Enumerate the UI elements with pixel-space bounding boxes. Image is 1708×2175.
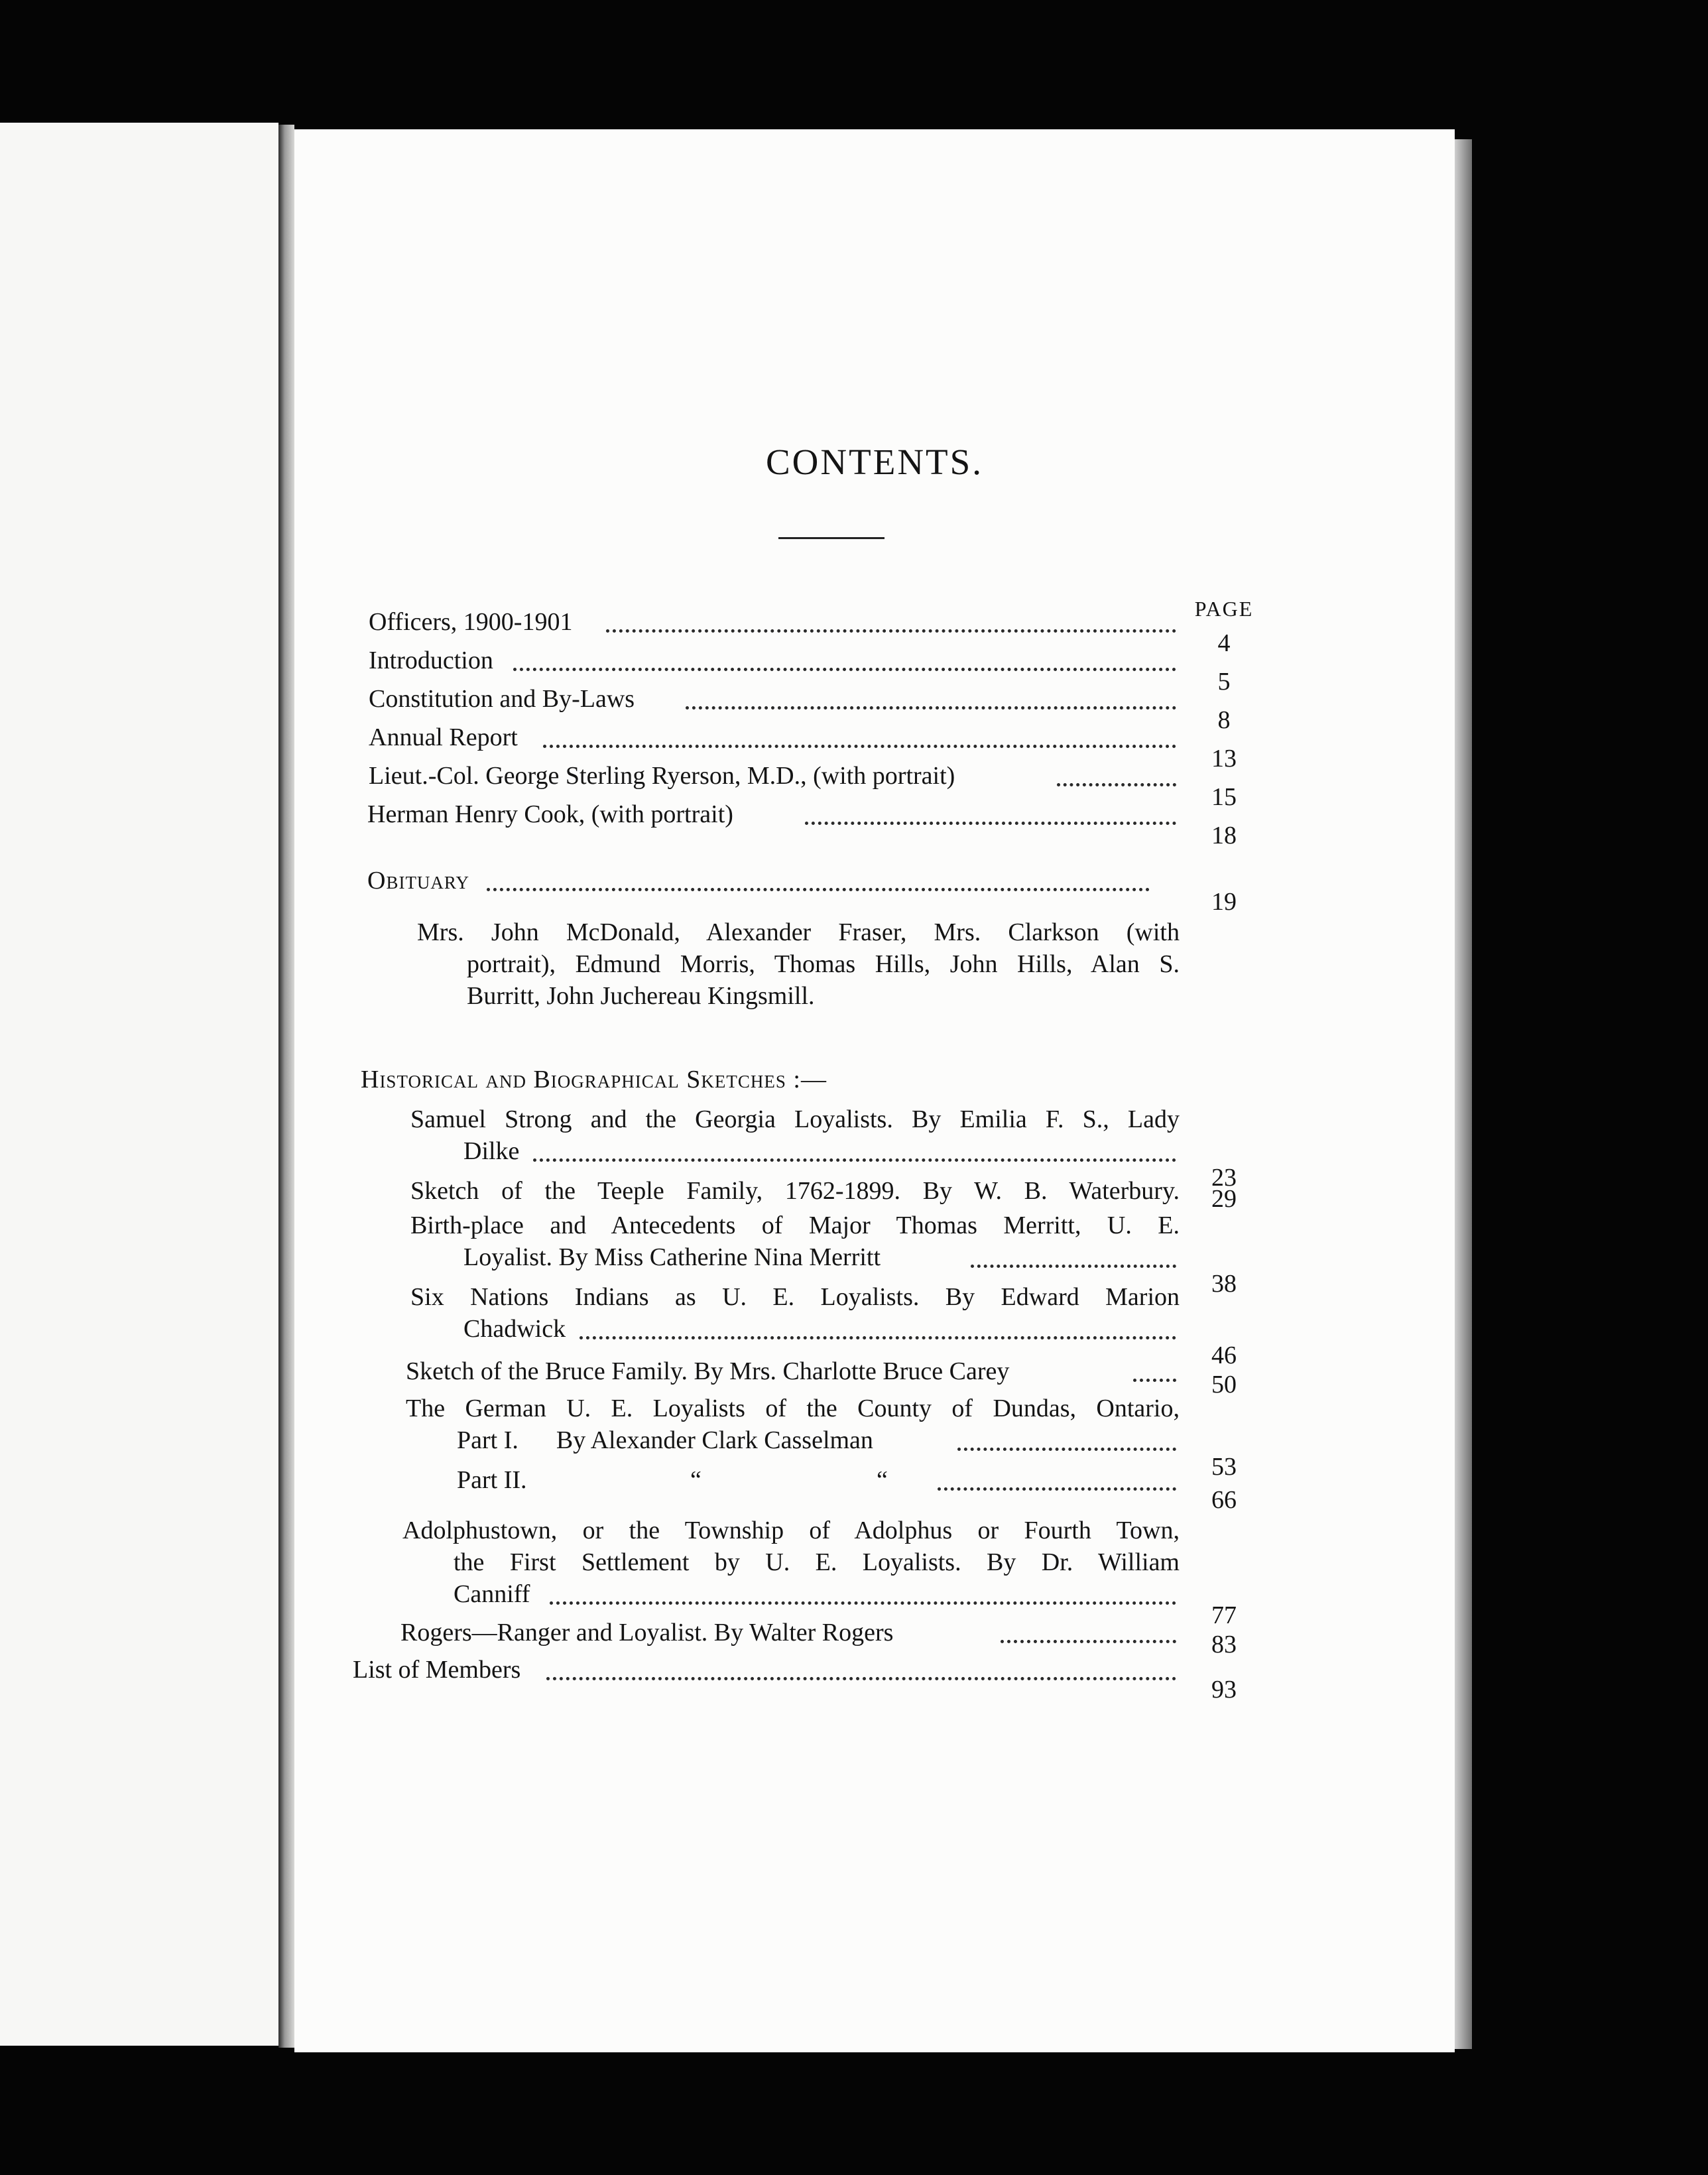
entry-title-continued: Loyalist. By Miss Catherine Nina Merritt: [463, 1243, 881, 1271]
entry-title: Adolphustown, or the Township of Adolphus or Fourth Town,: [402, 1517, 1180, 1544]
entry-page-number: 53: [1211, 1453, 1237, 1481]
entry-title-continued: Part I. By Alexander Clark Casselman: [457, 1426, 873, 1454]
entry-page-number: 19: [1211, 888, 1237, 916]
entry-page-number: 93: [1211, 1676, 1237, 1704]
entry-title: Annual Report: [369, 723, 518, 751]
entry-title: Officers, 1900-1901: [369, 608, 573, 636]
entry-title-continued: Canniff: [454, 1580, 530, 1608]
dot-leader: [938, 1479, 1176, 1491]
entry-title: Samuel Strong and the Georgia Loyalists. By Emilia F. S., Lady: [410, 1105, 1180, 1133]
dot-leader: [543, 737, 1176, 748]
obituary-line: portrait), Edmund Morris, Thomas Hills, John Hills, Alan S.: [467, 950, 1180, 978]
entry-title: Constitution and By-Laws: [369, 685, 635, 713]
dot-leader: [546, 1669, 1176, 1680]
entry-page-number: 83: [1211, 1631, 1237, 1658]
page-edge: [1455, 139, 1472, 2049]
entry-title-continued: Dilke: [463, 1137, 520, 1165]
ditto-mark: “: [690, 1466, 702, 1494]
entry-title: Herman Henry Cook, (with portrait): [367, 800, 733, 828]
dot-leader: [606, 621, 1176, 633]
ditto-mark: “: [877, 1466, 888, 1494]
entry-page-number: 15: [1211, 783, 1237, 811]
entry-title: Lieut.-Col. George Sterling Ryerson, M.D., (with portrait): [369, 762, 955, 790]
dot-leader: [580, 1328, 1176, 1339]
entry-title: Introduction: [369, 647, 493, 674]
entry-title: Six Nations Indians as U. E. Loyalists. By Edward Marion: [410, 1283, 1180, 1311]
dot-leader: [686, 698, 1176, 710]
dot-leader: [957, 1440, 1176, 1451]
entry-page-number: 8: [1217, 706, 1231, 734]
title-rule: [778, 537, 884, 539]
entry-page-number: 77: [1211, 1601, 1237, 1629]
entry-page-number: 29: [1211, 1185, 1237, 1213]
entry-title: Part II.: [457, 1466, 527, 1494]
entry-page-number: 66: [1211, 1486, 1237, 1514]
left-facing-page: [0, 123, 278, 2046]
entry-title-continued: the First Settlement by U. E. Loyalists. By Dr. William: [454, 1548, 1180, 1576]
dot-leader: [805, 814, 1176, 825]
obituary-line: Mrs. John McDonald, Alexander Fraser, Mrs. Clarkson (with: [417, 918, 1180, 946]
page-title: CONTENTS.: [766, 442, 983, 482]
entry-page-number: 5: [1217, 668, 1231, 696]
dot-leader: [513, 660, 1176, 671]
page-column-label: PAGE: [1194, 597, 1254, 621]
entry-title: Sketch of the Bruce Family. By Mrs. Charlotte Bruce Carey: [406, 1357, 1010, 1385]
section-heading: Historical and Biographical Sketches :—: [361, 1066, 827, 1093]
entry-title: The German U. E. Loyalists of the County of Dundas, Ontario,: [406, 1395, 1180, 1422]
entry-page-number: 23: [1211, 1164, 1237, 1192]
entry-title: Birth-place and Antecedents of Major Thomas Merritt, U. E.: [410, 1212, 1180, 1239]
dot-leader: [487, 880, 1150, 891]
entry-page-number: 50: [1211, 1371, 1237, 1398]
book-gutter: [278, 125, 294, 2048]
dot-leader: [1001, 1632, 1176, 1643]
dot-leader: [533, 1150, 1176, 1162]
contents-page: [294, 129, 1455, 2052]
obituary-line: Burritt, John Juchereau Kingsmill.: [467, 982, 815, 1010]
entry-page-number: 4: [1217, 629, 1231, 657]
dot-leader: [971, 1257, 1176, 1268]
entry-title: List of Members: [353, 1656, 521, 1684]
entry-page-number: 13: [1211, 745, 1237, 773]
dot-leader: [550, 1593, 1176, 1605]
entry-page-number: 18: [1211, 822, 1237, 849]
dot-leader: [1133, 1371, 1176, 1382]
entry-title: Rogers—Ranger and Loyalist. By Walter Rogers: [400, 1619, 894, 1647]
section-heading: Obituary: [367, 867, 469, 895]
entry-page-number: 46: [1211, 1341, 1237, 1369]
dot-leader: [1057, 775, 1176, 786]
entry-page-number: 38: [1211, 1270, 1237, 1298]
entry-title-continued: Chadwick: [463, 1315, 566, 1343]
entry-title: Sketch of the Teeple Family, 1762-1899. By W. B. Waterbury.: [410, 1177, 1180, 1205]
